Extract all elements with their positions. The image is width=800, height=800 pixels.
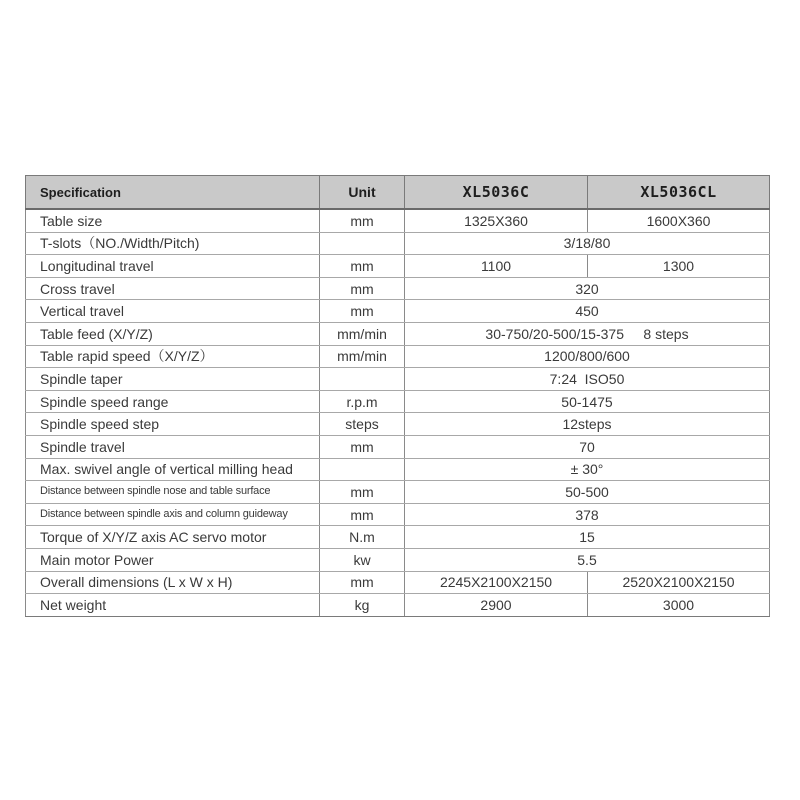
row-parameter: Spindle speed range — [26, 390, 320, 413]
row-unit: mm/min — [320, 345, 405, 368]
row-value-xl5036cl: 1600X360 — [588, 209, 770, 232]
table-row — [26, 277, 770, 300]
row-value-xl5036c: 2900 — [405, 594, 588, 617]
row-parameter: Spindle travel — [26, 435, 320, 458]
table-row — [26, 435, 770, 458]
table-row — [26, 322, 770, 345]
row-parameter: Spindle speed step — [26, 413, 320, 436]
row-parameter: Table size — [26, 209, 320, 232]
row-value-shared: 1200/800/600 — [405, 345, 770, 368]
row-value-shared: 3/18/80 — [405, 232, 770, 255]
row-value-shared: 12steps — [405, 413, 770, 436]
row-unit: mm — [320, 277, 405, 300]
row-value-shared: 30-750/20-500/15-375 8 steps — [405, 322, 770, 345]
row-unit: mm — [320, 300, 405, 323]
row-value-shared: 50-1475 — [405, 390, 770, 413]
table-row — [26, 548, 770, 571]
table-row — [26, 255, 770, 278]
row-value-xl5036c: 2245X2100X2150 — [405, 571, 588, 594]
row-parameter: T-slots（NO./Width/Pitch) — [26, 232, 320, 255]
row-unit: mm — [320, 435, 405, 458]
table-row — [26, 413, 770, 436]
row-parameter: Cross travel — [26, 277, 320, 300]
row-parameter: Table feed (X/Y/Z) — [26, 322, 320, 345]
header-model-xl5036c: XL5036C — [405, 176, 588, 210]
header-unit: Unit — [320, 176, 405, 210]
table-row — [26, 526, 770, 549]
row-unit: steps — [320, 413, 405, 436]
row-value-xl5036cl: 1300 — [588, 255, 770, 278]
row-value-xl5036cl: 2520X2100X2150 — [588, 571, 770, 594]
row-parameter: Net weight — [26, 594, 320, 617]
row-parameter: Torque of X/Y/Z axis AC servo motor — [26, 526, 320, 549]
row-unit: mm — [320, 481, 405, 504]
row-value-shared: 5.5 — [405, 548, 770, 571]
row-value-shared: 378 — [405, 503, 770, 526]
row-unit: mm — [320, 503, 405, 526]
row-value-shared: 320 — [405, 277, 770, 300]
row-parameter: Vertical travel — [26, 300, 320, 323]
row-unit: kg — [320, 594, 405, 617]
row-parameter: Table rapid speed（X/Y/Z） — [26, 345, 320, 368]
row-value-xl5036c: 1100 — [405, 255, 588, 278]
table-row — [26, 481, 770, 504]
row-value-xl5036c: 1325X360 — [405, 209, 588, 232]
row-unit — [320, 458, 405, 481]
row-unit: mm — [320, 209, 405, 232]
row-unit: N.m — [320, 526, 405, 549]
table-row — [26, 368, 770, 391]
header-specification: Specification — [26, 176, 320, 210]
row-parameter: Max. swivel angle of vertical milling head — [26, 458, 320, 481]
row-value-shared: 450 — [405, 300, 770, 323]
table-row — [26, 209, 770, 232]
row-parameter: Spindle taper — [26, 368, 320, 391]
row-value-xl5036cl: 3000 — [588, 594, 770, 617]
row-value-shared: 50-500 — [405, 481, 770, 504]
row-unit: mm/min — [320, 322, 405, 345]
row-parameter: Distance between spindle nose and table surface — [26, 481, 320, 504]
row-value-shared: ± 30° — [405, 458, 770, 481]
row-value-shared: 15 — [405, 526, 770, 549]
table-row — [26, 232, 770, 255]
row-parameter: Overall dimensions (L x W x H) — [26, 571, 320, 594]
table-header-row — [26, 176, 770, 210]
table-row — [26, 345, 770, 368]
row-value-shared: 7:24 ISO50 — [405, 368, 770, 391]
row-parameter: Main motor Power — [26, 548, 320, 571]
specification-table — [25, 175, 770, 617]
table-row — [26, 300, 770, 323]
table-row — [26, 390, 770, 413]
row-unit — [320, 232, 405, 255]
table-row — [26, 594, 770, 617]
row-parameter: Longitudinal travel — [26, 255, 320, 278]
row-unit: mm — [320, 255, 405, 278]
table-row — [26, 571, 770, 594]
row-value-shared: 70 — [405, 435, 770, 458]
row-unit: kw — [320, 548, 405, 571]
row-unit: mm — [320, 571, 405, 594]
table-row — [26, 503, 770, 526]
table-row — [26, 458, 770, 481]
header-model-xl5036cl: XL5036CL — [588, 176, 770, 210]
row-unit — [320, 368, 405, 391]
row-parameter: Distance between spindle axis and column guideway — [26, 503, 320, 526]
row-unit: r.p.m — [320, 390, 405, 413]
